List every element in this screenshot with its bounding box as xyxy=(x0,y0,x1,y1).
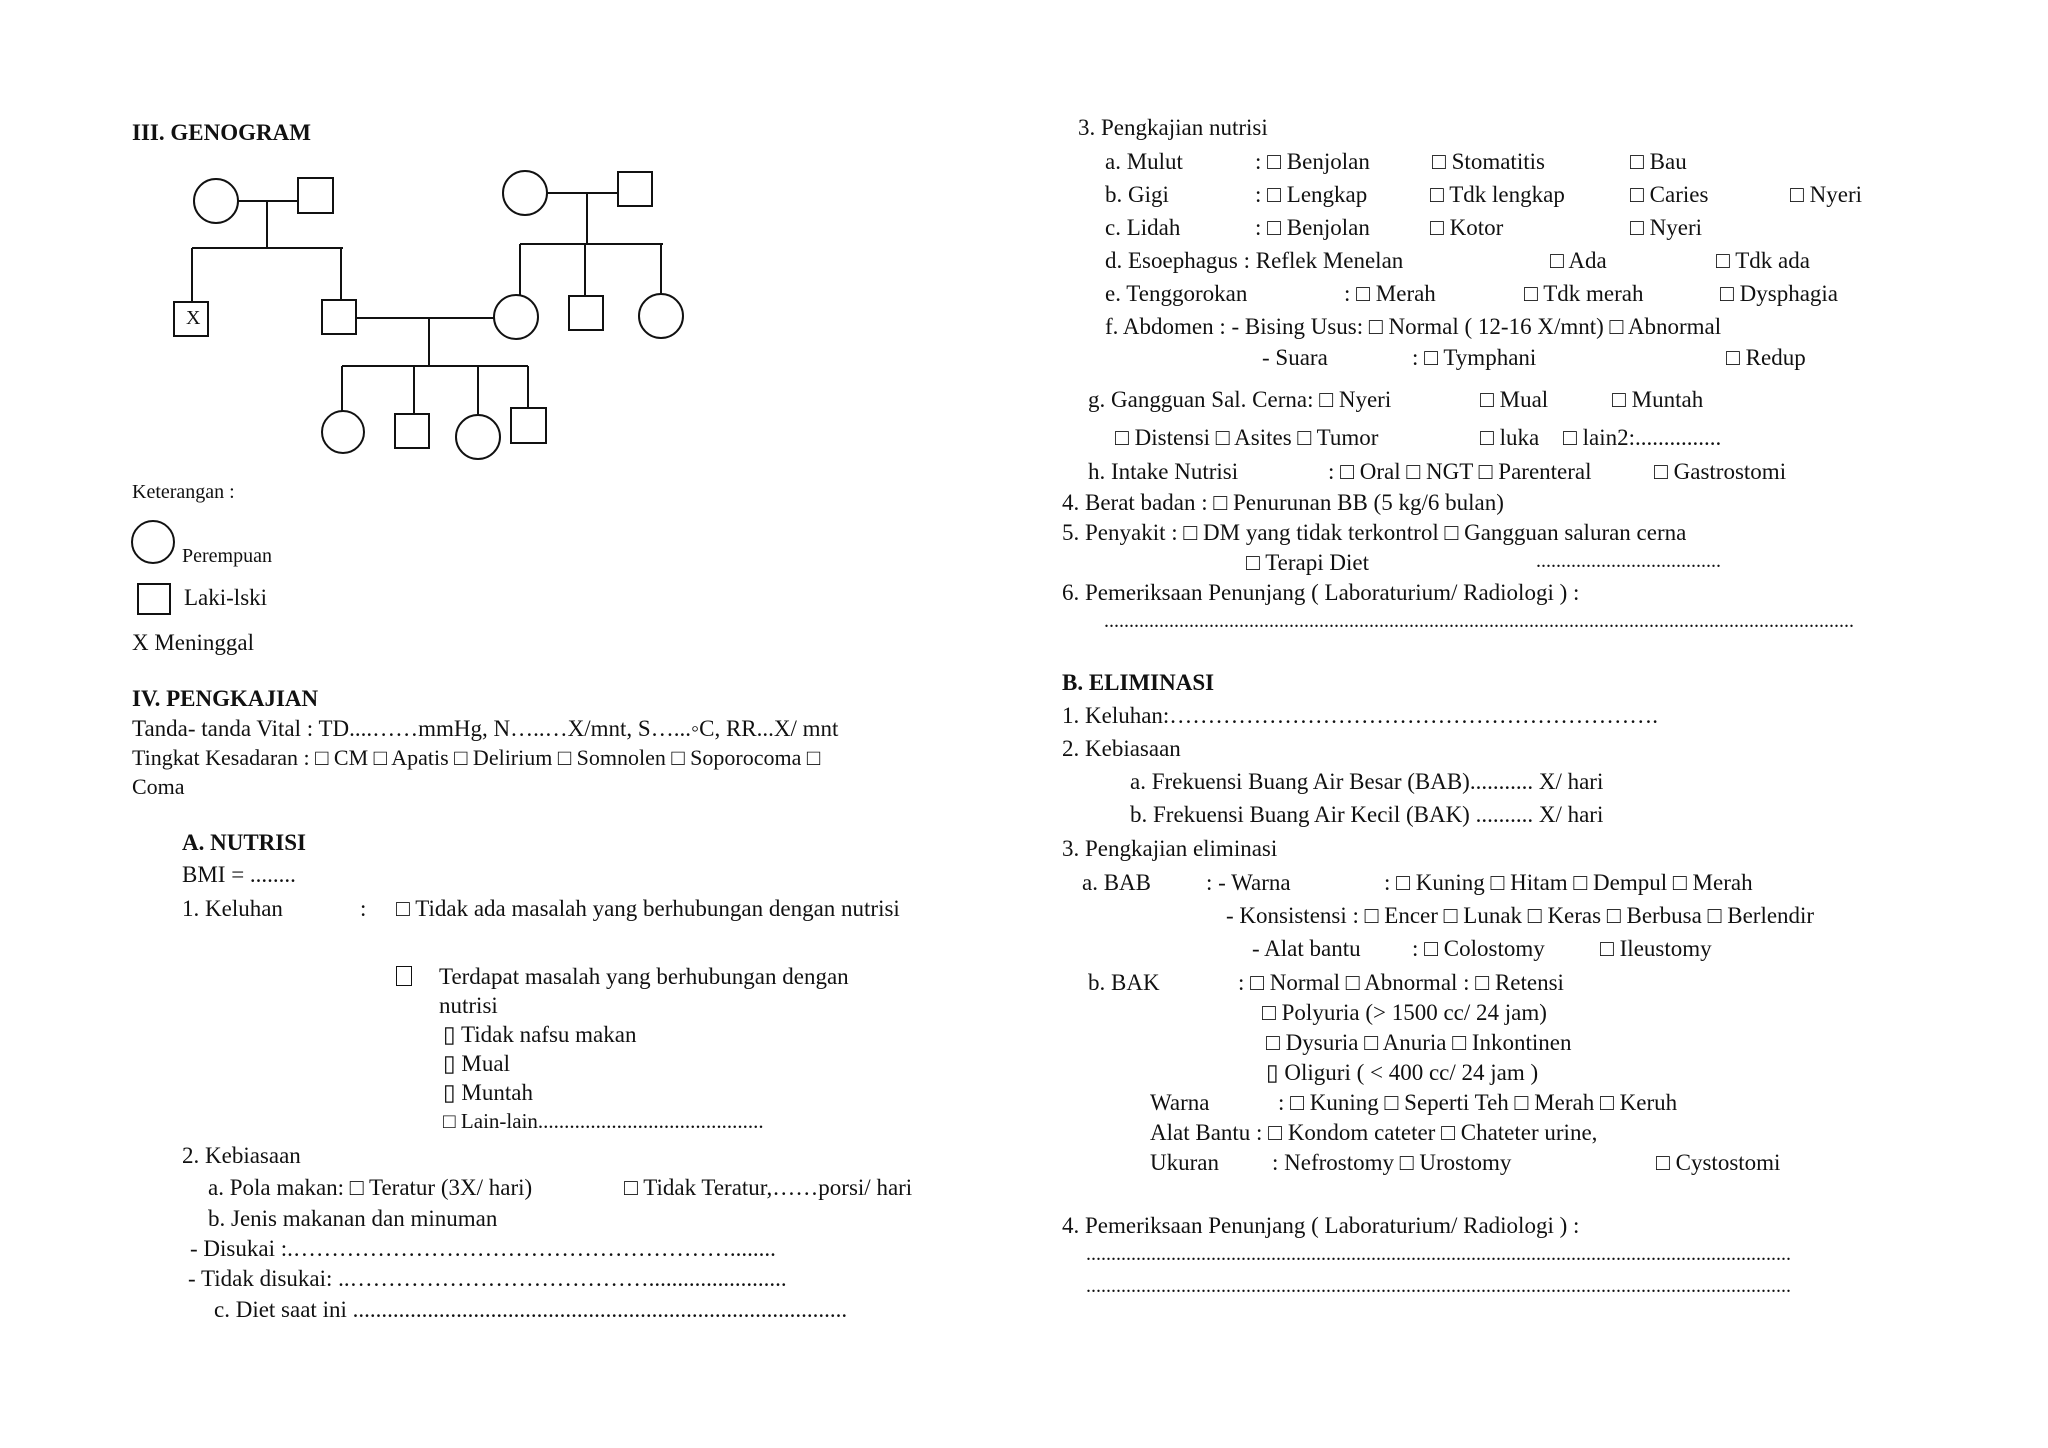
lidah-opt-1: : □ Benjolan xyxy=(1255,215,1370,240)
esophagus-label: d. Esoephagus : Reflek Menelan xyxy=(1105,248,1404,273)
bab-alat-bantu-label: - Alat bantu xyxy=(1252,936,1361,961)
keluhan-label: 1. Keluhan xyxy=(182,896,283,921)
gangguan-opt-mual: □ Mual xyxy=(1480,387,1549,412)
gangguan-opt-luka: □ luka xyxy=(1480,425,1540,450)
lidah-opt-2: □ Kotor xyxy=(1430,215,1504,240)
child-1-symbol xyxy=(322,411,364,453)
intake-opts: : □ Oral □ NGT □ Parenteral xyxy=(1328,459,1592,484)
bab-konsistensi: - Konsistensi : □ Encer □ Lunak □ Keras □ Berbusa □ Berlendir xyxy=(1226,903,1815,928)
bab-label: a. BAB xyxy=(1082,870,1151,895)
tidak-disukai: - Tidak disukai: ..…………………………………........................ xyxy=(188,1266,787,1291)
eliminasi-keluhan: 1. Keluhan:………………………………………………………. xyxy=(1062,703,1659,728)
kesadaran-line-1: Tingkat Kesadaran : □ CM □ Apatis □ Delirium □ Somnolen □ Soporocoma □ xyxy=(132,745,821,770)
grandfather-right-symbol xyxy=(618,172,652,206)
child-3-symbol xyxy=(456,415,500,459)
tenggorokan-opt-2: □ Tdk merah xyxy=(1524,281,1644,306)
tenggorokan-opt-3: □ Dysphagia xyxy=(1720,281,1839,306)
gigi-opt-3: □ Caries xyxy=(1630,182,1709,207)
bak-dysuria: □ Dysuria □ Anuria □ Inkontinen xyxy=(1266,1030,1572,1055)
terapi-diet-dots: ..................................... xyxy=(1536,550,1721,572)
pemeriksaan-nutrisi-dots: ...................................................................................................................................................... xyxy=(1104,610,1854,632)
legend-male-label: Laki-lski xyxy=(184,585,268,610)
pemeriksaan-nutrisi: 6. Pemeriksaan Penunjang ( Laboraturium/ Radiologi ) : xyxy=(1062,580,1580,605)
mother-symbol xyxy=(494,295,538,339)
vital-signs: Tanda- tanda Vital : TD....……mmHg, N…..…X/mnt, S…...◦C, RR...X/ mnt xyxy=(132,716,839,741)
kesadaran-line-2: Coma xyxy=(132,774,185,799)
terapi-diet: □ Terapi Diet xyxy=(1246,550,1369,575)
gangguan-opt-lain: □ lain2:............... xyxy=(1563,425,1722,450)
pemeriksaan-eliminasi-dots-1: ............................................................................................................................................. xyxy=(1086,1243,1791,1265)
gangguan-opt-muntah: □ Muntah xyxy=(1612,387,1704,412)
eliminasi-heading: B. ELIMINASI xyxy=(1062,670,1215,695)
lidah-opt-3: □ Nyeri xyxy=(1630,215,1703,240)
esophagus-opt-2: □ Tdk ada xyxy=(1716,248,1810,273)
deceased-mark: X xyxy=(186,307,201,329)
gangguan-label: g. Gangguan Sal. Cerna: □ Nyeri xyxy=(1088,387,1392,412)
gangguan-line-2: □ Distensi □ Asites □ Tumor xyxy=(1115,425,1379,450)
kebiasaan-label: 2. Kebiasaan xyxy=(182,1143,301,1168)
keluhan-option-none: □ Tidak ada masalah yang berhubungan dengan nutrisi xyxy=(396,896,900,921)
gigi-opt-2: □ Tdk lengkap xyxy=(1430,182,1565,207)
gigi-opt-4: □ Nyeri xyxy=(1790,182,1863,207)
grandmother-right-symbol xyxy=(503,171,547,215)
mulut-opt-1: : □ Benjolan xyxy=(1255,149,1370,174)
bab-ileustomy: □ Ileustomy xyxy=(1600,936,1712,961)
bab-alat-bantu-opts: : □ Colostomy xyxy=(1412,936,1545,961)
legend-circle-icon xyxy=(128,518,180,566)
intake-label: h. Intake Nutrisi xyxy=(1088,459,1239,484)
warna-label: Warna xyxy=(1150,1090,1210,1115)
eliminasi-kebiasaan: 2. Kebiasaan xyxy=(1062,736,1181,761)
pola-makan: a. Pola makan: □ Teratur (3X/ hari) xyxy=(208,1175,533,1200)
diet-saat-ini: c. Diet saat ini ...................................................................................... xyxy=(214,1297,848,1322)
pengkajian-nutrisi-title: 3. Pengkajian nutrisi xyxy=(1078,115,1268,140)
abdomen-suara-opt-2: □ Redup xyxy=(1726,345,1806,370)
tenggorokan-label: e. Tenggorokan xyxy=(1105,281,1248,306)
keluhan-option-problem-checkbox[interactable] xyxy=(396,966,412,986)
penyakit: 5. Penyakit : □ DM yang tidak terkontrol □ Gangguan saluran cerna xyxy=(1062,520,1687,545)
tenggorokan-opt-1: : □ Merah xyxy=(1344,281,1436,306)
problem-sub-mual: ▯ Mual xyxy=(443,1051,510,1076)
ukuran-label: Ukuran xyxy=(1150,1150,1219,1175)
mulut-opt-3: □ Bau xyxy=(1630,149,1687,174)
problem-sub-nafsu: ▯ Tidak nafsu makan xyxy=(443,1022,637,1047)
bab-warna-opts: : □ Kuning □ Hitam □ Dempul □ Merah xyxy=(1384,870,1753,895)
keluhan-colon: : xyxy=(360,896,367,921)
legend-title: Keterangan : xyxy=(132,481,235,503)
maternal-aunt-symbol xyxy=(639,294,683,338)
abdomen-bising-usus: f. Abdomen : - Bising Usus: □ Normal ( 12-16 X/mnt) □ Abnormal xyxy=(1105,314,1722,339)
keluhan-option-problem-line-2: nutrisi xyxy=(439,993,498,1018)
mulut-label: a. Mulut xyxy=(1105,149,1183,174)
bak-opts: : □ Normal □ Abnormal : □ Retensi xyxy=(1238,970,1564,995)
jenis-makanan: b. Jenis makanan dan minuman xyxy=(208,1206,498,1231)
nutrisi-heading: A. NUTRISI xyxy=(182,830,306,855)
keluhan-option-problem-line-1: Terdapat masalah yang berhubungan dengan xyxy=(439,964,849,989)
esophagus-opt-1: □ Ada xyxy=(1550,248,1607,273)
alat-bantu-bak: Alat Bantu : □ Kondom cateter □ Chateter urine, xyxy=(1150,1120,1598,1145)
pemeriksaan-eliminasi-dots-2: ............................................................................................................................................. xyxy=(1086,1275,1791,1297)
bab-frekuensi: a. Frekuensi Buang Air Besar (BAB)........... X/ hari xyxy=(1130,769,1604,794)
mulut-opt-2: □ Stomatitis xyxy=(1432,149,1545,174)
child-4-symbol xyxy=(511,408,546,443)
problem-sub-muntah: ▯ Muntah xyxy=(443,1080,533,1105)
bak-polyuria: □ Polyuria (> 1500 cc/ 24 jam) xyxy=(1262,1000,1547,1025)
grandfather-left-symbol xyxy=(298,178,333,213)
bak-label: b. BAK xyxy=(1088,970,1160,995)
disukai: - Disukai :.…………………………………………………........ xyxy=(190,1236,776,1261)
gigi-label: b. Gigi xyxy=(1105,182,1169,207)
bak-oliguri: ▯ Oliguri ( < 400 cc/ 24 jam ) xyxy=(1266,1060,1539,1085)
problem-sub-lain: □ Lain-lain........................................... xyxy=(443,1109,764,1133)
abdomen-suara-opt-1: : □ Tymphani xyxy=(1412,345,1537,370)
abdomen-suara-label: - Suara xyxy=(1262,345,1328,370)
pemeriksaan-eliminasi: 4. Pemeriksaan Penunjang ( Laboraturium/ Radiologi ) : xyxy=(1062,1213,1580,1238)
legend-square-icon xyxy=(136,582,176,618)
grandmother-left-symbol xyxy=(194,179,238,223)
gigi-opt-1: : □ Lengkap xyxy=(1255,182,1368,207)
father-symbol xyxy=(322,300,356,334)
legend-female-label: Perempuan xyxy=(182,545,272,567)
tidak-teratur: □ Tidak Teratur,……porsi/ hari xyxy=(624,1175,913,1200)
bmi-field: BMI = ........ xyxy=(182,862,296,887)
warna-opts: : □ Kuning □ Seperti Teh □ Merah □ Keruh xyxy=(1278,1090,1678,1115)
bak-frekuensi: b. Frekuensi Buang Air Kecil (BAK) .......... X/ hari xyxy=(1130,802,1604,827)
child-2-symbol xyxy=(395,414,429,448)
berat-badan: 4. Berat badan : □ Penurunan BB (5 kg/6 bulan) xyxy=(1062,490,1504,515)
pengkajian-heading: IV. PENGKAJIAN xyxy=(132,686,319,711)
lidah-label: c. Lidah xyxy=(1105,215,1181,240)
genogram-heading: III. GENOGRAM xyxy=(132,120,311,145)
intake-opt-gastrostomi: □ Gastrostomi xyxy=(1654,459,1787,484)
pengkajian-eliminasi: 3. Pengkajian eliminasi xyxy=(1062,836,1278,861)
bab-warna-label: : - Warna xyxy=(1206,870,1291,895)
ukuran-opts: : Nefrostomy □ Urostomy xyxy=(1272,1150,1512,1175)
legend-deceased-label: X Meninggal xyxy=(132,630,255,655)
maternal-uncle-symbol xyxy=(569,296,603,330)
ukuran-cystostomi: □ Cystostomi xyxy=(1656,1150,1781,1175)
